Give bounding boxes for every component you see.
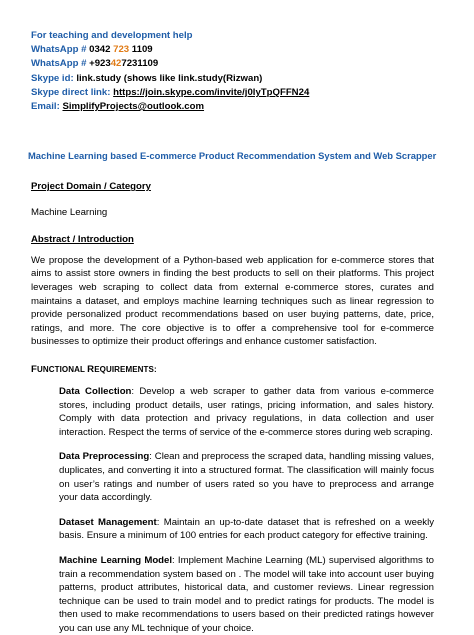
requirement-item (59, 554, 434, 635)
abstract-heading: Abstract / Introduction (31, 233, 134, 245)
whatsapp-number-part: 723 (113, 44, 130, 56)
whatsapp-line-2 (31, 57, 434, 71)
abstract-paragraph: We propose the development of a Python-based web application for e-commerce stores that aims to assist store owners in finding the best products to sell on their platforms. This project leverages web scraping to collect data from external e-commerce stores, curates and maintains a dataset, and employs machine learning techniques such as linear regression to provide personalized product recommendations based on user buying patterns, date, price, ratings, and more. The core objective is to offer a comprehensive tool for e-commerce businesses to optimize their product offerings and enhance customer satisfaction. (31, 254, 434, 348)
requirement-label: Data Collection (59, 385, 132, 397)
skype-note: (shows like link.study(Rizwan) (121, 72, 263, 84)
requirement-item (59, 450, 434, 504)
requirement-label: Machine Learning Model (59, 554, 173, 566)
requirement-text: : Maintain an up-to-date dataset that is refreshed on a weekly basis. Ensure a minimum of 100 entries for each product category for effective training. (59, 516, 435, 542)
skype-direct-link[interactable]: https://join.skype.com/invite/j0lyTpQFFN24 (113, 86, 310, 98)
skype-direct-label: Skype direct link: (31, 86, 114, 98)
document-title: Machine Learning based E-commerce Product Recommendation System and Web Scrapper (28, 150, 437, 162)
whatsapp-number-part: +923 (89, 58, 111, 70)
email-line (31, 100, 434, 114)
skype-direct-line (31, 86, 434, 100)
help-line: For teaching and development help (31, 30, 193, 41)
domain-heading: Project Domain / Category (31, 181, 151, 193)
email-link[interactable]: SimplifyProjects@outlook.com (62, 101, 205, 113)
requirement-text: : Clean and preprocess the scraped data, handling missing values, duplicates, and converting it into a structured format. The classification will mainly focus on user’s ratings and number of users rated so you have to preprocess and arrange your data accordingly. (59, 451, 434, 504)
contact-block (31, 29, 434, 114)
requirement-text: : Develop a web scraper to gather data from various e-commerce stores, including product details, user ratings, pricing information, and sales history. Comply with data protection and privacy regulations, in data collection and user interaction. Respect the terms of service of the e-commerce stores during web scraping. (59, 385, 434, 438)
skype-id-line (31, 72, 434, 86)
requirement-label: Dataset Management (59, 516, 157, 528)
skype-label: Skype id: (31, 72, 77, 84)
functional-requirements-heading (31, 364, 434, 375)
whatsapp-line-1 (31, 43, 434, 57)
heading-rest: UNCTIONAL (36, 364, 88, 374)
requirement-text: : Implement Machine Learning (ML) supervised algorithms to train a recommendation system based on . The model will take into account user buying patterns, product attributes, historical data, and customer reviews. Linear regression technique can be used to train model and to predict ratings for products. The model is then used to make recommendations to users based on their predicted ratings however you can use any ML technique of your choice. (59, 554, 434, 634)
requirement-item (59, 516, 434, 543)
whatsapp-number-part: 42 (110, 58, 122, 70)
requirement-item (59, 385, 434, 439)
domain-value: Machine Learning (31, 207, 108, 219)
skype-id: link.study (76, 72, 122, 84)
whatsapp-number-part: 7231109 (121, 58, 159, 70)
whatsapp-label: WhatsApp # (31, 44, 90, 56)
heading-rest: EQUIREMENTS: (94, 364, 157, 374)
requirement-label: Data Preprocessing (59, 451, 150, 463)
heading-initial: R (87, 363, 95, 375)
whatsapp-label: WhatsApp # (31, 58, 90, 70)
heading-initial: F (31, 363, 37, 375)
email-label: Email: (31, 101, 63, 113)
whatsapp-number-part: 0342 (89, 44, 114, 56)
whatsapp-number-part: 1109 (129, 44, 153, 56)
